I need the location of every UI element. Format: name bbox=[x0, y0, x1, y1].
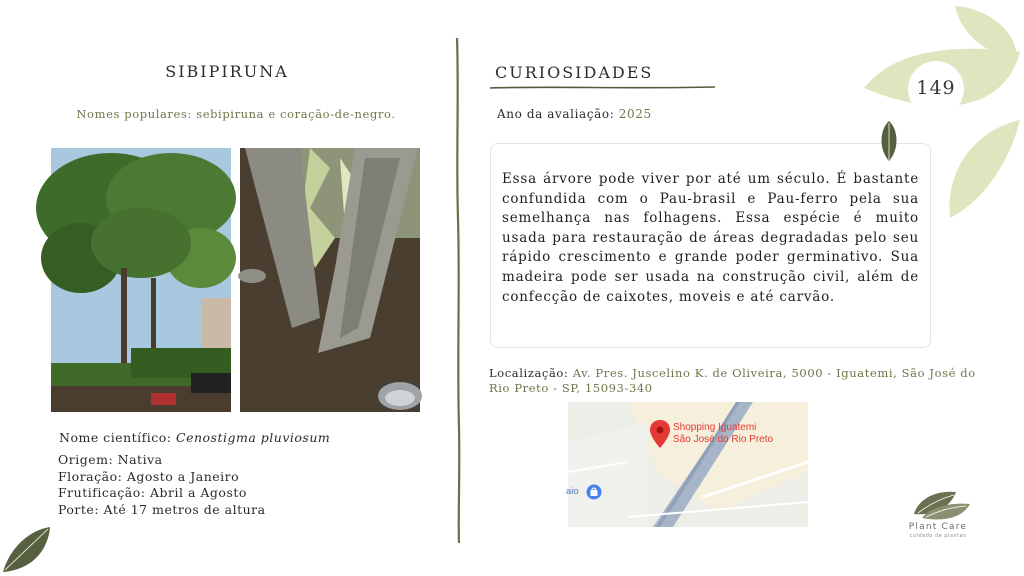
evaluation-year bbox=[497, 107, 652, 121]
plant-facts bbox=[58, 452, 266, 518]
popular-names-value: sebipiruna e coração-de-negro. bbox=[196, 107, 396, 121]
plant-name-title: SIBIPIRUNA bbox=[165, 62, 289, 81]
corner-leaf-icon bbox=[0, 522, 56, 576]
fact-size-label: Porte: bbox=[58, 501, 100, 517]
map-place-line2: São José do Rio Preto bbox=[673, 434, 774, 445]
map-pin-icon bbox=[649, 419, 671, 449]
shopping-bag-icon bbox=[586, 484, 602, 500]
scientific-name-label: Nome científico: bbox=[59, 430, 172, 445]
leaf-icon bbox=[877, 120, 901, 162]
location-map[interactable] bbox=[568, 402, 808, 527]
fact-flowering bbox=[58, 469, 266, 486]
popular-names bbox=[0, 107, 472, 121]
popular-names-label: Nomes populares: bbox=[76, 107, 192, 121]
brand-name: Plant Care bbox=[908, 522, 968, 532]
fact-size bbox=[58, 502, 266, 519]
fact-flowering-label: Floração: bbox=[58, 468, 123, 484]
scientific-name-value: Cenostigma pluviosum bbox=[176, 430, 331, 445]
tree-photo bbox=[51, 148, 231, 412]
scientific-name bbox=[59, 430, 330, 445]
fact-origin-label: Origem: bbox=[58, 452, 114, 467]
map-partial-label: aio bbox=[566, 486, 579, 497]
brand-tagline: cuidado de plantas bbox=[909, 533, 967, 539]
fact-fruiting-label: Frutificação: bbox=[58, 485, 146, 500]
fact-origin bbox=[58, 452, 266, 469]
location-value: Av. Pres. Juscelino K. de Oliveira, 5000 - Iguatemi, São José do Rio Preto - SP, 15093-340 bbox=[489, 366, 976, 395]
fact-size-value: Até 17 metros de altura bbox=[103, 501, 266, 517]
title-underline bbox=[490, 83, 715, 91]
column-divider bbox=[448, 38, 468, 543]
page-number: 149 bbox=[916, 77, 956, 99]
evaluation-year-label: Ano da avaliação: bbox=[497, 107, 615, 121]
curiosities-text: Essa árvore pode viver por até um século. É bastante confundida com o Pau-brasil e Pau-ferro pela sua semelhança nas folhagens. Essa espécie é muito usada para restauração de áreas degradadas pelo seu rápido crescimento e grande poder germinativo. Sua madeira pode ser usada na construção civil, além de confecção de caixotes, moveis e até carvão. bbox=[502, 171, 919, 305]
location bbox=[489, 366, 979, 395]
evaluation-year-value: 2025 bbox=[618, 107, 652, 121]
leaf-cluster-icon bbox=[860, 0, 1024, 225]
location-label: Localização: bbox=[489, 366, 569, 380]
fact-fruiting bbox=[58, 485, 266, 502]
map-place-label bbox=[673, 422, 773, 446]
fact-fruiting-value: Abril a Agosto bbox=[149, 485, 247, 500]
fact-origin-value: Nativa bbox=[117, 452, 163, 467]
curiosities-title: CURIOSIDADES bbox=[495, 63, 654, 82]
trunk-photo bbox=[240, 148, 420, 412]
fact-flowering-value: Agosto a Janeiro bbox=[126, 468, 240, 484]
map-place-line1: Shopping Iguatemi bbox=[673, 422, 757, 433]
